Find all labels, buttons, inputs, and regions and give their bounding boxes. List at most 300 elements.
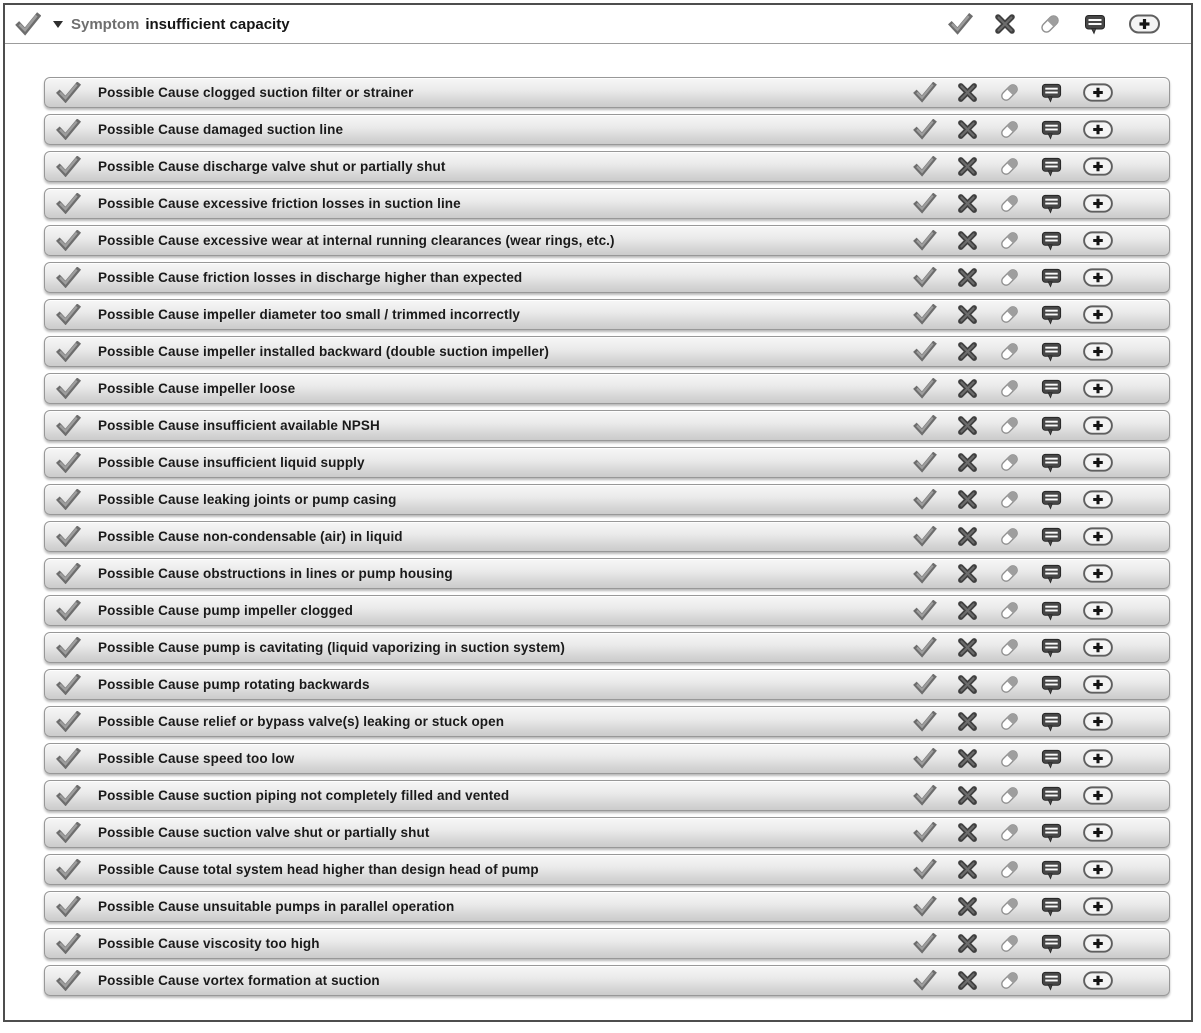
reject-button[interactable] — [955, 969, 979, 993]
comment-icon — [1040, 81, 1063, 104]
reject-button[interactable] — [955, 932, 979, 956]
check-icon[interactable] — [56, 711, 81, 732]
possible-cause-row[interactable] — [44, 558, 1170, 589]
check-icon[interactable] — [56, 156, 81, 177]
reject-button[interactable] — [955, 192, 979, 216]
check-icon — [913, 970, 937, 991]
comment-button[interactable] — [1039, 451, 1063, 475]
eraser-icon — [998, 636, 1021, 659]
possible-cause-label: Possible Cause non-condensable (air) in liquid — [98, 529, 403, 544]
reject-button[interactable] — [992, 11, 1018, 37]
confirm-button[interactable] — [913, 969, 937, 993]
possible-cause-row[interactable] — [44, 151, 1170, 182]
comment-button[interactable] — [1039, 266, 1063, 290]
check-icon — [913, 341, 937, 362]
check-icon[interactable] — [56, 489, 81, 510]
comment-icon — [1040, 229, 1063, 252]
erase-button[interactable] — [997, 895, 1021, 919]
add-icon — [1082, 895, 1114, 918]
eraser-icon — [998, 969, 1021, 992]
check-icon[interactable] — [56, 415, 81, 436]
comment-button[interactable] — [1039, 895, 1063, 919]
add-icon — [1082, 488, 1114, 511]
add-icon — [1082, 266, 1114, 289]
comment-icon — [1040, 821, 1063, 844]
possible-cause-row[interactable] — [44, 336, 1170, 367]
add-button[interactable] — [1081, 414, 1114, 438]
comment-icon — [1040, 340, 1063, 363]
possible-cause-label: Possible Cause obstructions in lines or pump housing — [98, 566, 453, 581]
check-icon[interactable] — [56, 526, 81, 547]
row-actions — [913, 562, 1114, 586]
check-icon — [913, 822, 937, 843]
comment-icon — [1040, 673, 1063, 696]
check-icon — [913, 748, 937, 769]
check-icon — [913, 415, 937, 436]
erase-button[interactable] — [997, 192, 1021, 216]
reject-button[interactable] — [955, 118, 979, 142]
reject-button[interactable] — [955, 266, 979, 290]
comment-button[interactable] — [1039, 488, 1063, 512]
check-icon[interactable] — [56, 896, 81, 917]
eraser-icon — [998, 747, 1021, 770]
confirm-button[interactable] — [913, 377, 937, 401]
erase-button[interactable] — [997, 340, 1021, 364]
reject-button[interactable] — [955, 599, 979, 623]
erase-button[interactable] — [997, 525, 1021, 549]
add-button[interactable] — [1081, 229, 1114, 253]
possible-cause-label: Possible Cause impeller installed backward (double suction impeller) — [98, 344, 549, 359]
reject-button[interactable] — [955, 155, 979, 179]
reject-button[interactable] — [955, 784, 979, 808]
erase-button[interactable] — [997, 229, 1021, 253]
confirm-button[interactable] — [913, 340, 937, 364]
eraser-icon — [998, 414, 1021, 437]
comment-button[interactable] — [1039, 821, 1063, 845]
cross-icon — [956, 636, 979, 659]
possible-cause-label: Possible Cause unsuitable pumps in parallel operation — [98, 899, 455, 914]
reject-button[interactable] — [955, 229, 979, 253]
cross-icon — [956, 932, 979, 955]
erase-button[interactable] — [997, 932, 1021, 956]
confirm-button[interactable] — [913, 636, 937, 660]
add-icon — [1082, 747, 1114, 770]
check-icon — [913, 526, 937, 547]
comment-button[interactable] — [1039, 562, 1063, 586]
erase-button[interactable] — [997, 118, 1021, 142]
comment-icon — [1040, 303, 1063, 326]
add-button[interactable] — [1127, 11, 1161, 37]
erase-button[interactable] — [997, 377, 1021, 401]
possible-cause-row[interactable] — [44, 595, 1170, 626]
possible-cause-row[interactable] — [44, 114, 1170, 145]
erase-button[interactable] — [997, 784, 1021, 808]
reject-button[interactable] — [955, 710, 979, 734]
row-actions — [913, 229, 1114, 253]
add-button[interactable] — [1081, 303, 1114, 327]
cross-icon — [956, 266, 979, 289]
add-button[interactable] — [1081, 636, 1114, 660]
add-button[interactable] — [1081, 710, 1114, 734]
comment-icon — [1040, 747, 1063, 770]
erase-button[interactable] — [997, 599, 1021, 623]
possible-cause-label: Possible Cause clogged suction filter or strainer — [98, 85, 414, 100]
possible-cause-label: Possible Cause total system head higher than design head of pump — [98, 862, 539, 877]
eraser-icon — [998, 340, 1021, 363]
check-icon[interactable] — [56, 637, 81, 658]
add-button[interactable] — [1081, 895, 1114, 919]
check-icon — [913, 859, 937, 880]
confirm-button[interactable] — [913, 932, 937, 956]
reject-button[interactable] — [955, 821, 979, 845]
erase-button[interactable] — [997, 673, 1021, 697]
check-icon[interactable] — [56, 674, 81, 695]
comment-icon — [1040, 599, 1063, 622]
check-icon[interactable] — [56, 267, 81, 288]
reject-button[interactable] — [955, 525, 979, 549]
possible-cause-row[interactable] — [44, 669, 1170, 700]
comment-button[interactable] — [1039, 784, 1063, 808]
possible-cause-row[interactable] — [44, 928, 1170, 959]
erase-button[interactable] — [997, 858, 1021, 882]
row-actions — [913, 192, 1114, 216]
check-icon[interactable] — [15, 11, 41, 37]
possible-cause-row[interactable] — [44, 188, 1170, 219]
symptom-header-left — [15, 11, 290, 37]
add-icon — [1082, 858, 1114, 881]
add-button[interactable] — [1081, 673, 1114, 697]
add-button[interactable] — [1081, 488, 1114, 512]
confirm-button[interactable] — [947, 11, 973, 37]
row-actions — [913, 340, 1114, 364]
comment-button[interactable] — [1039, 636, 1063, 660]
erase-button[interactable] — [997, 969, 1021, 993]
add-button[interactable] — [1081, 784, 1114, 808]
comment-button[interactable] — [1039, 969, 1063, 993]
confirm-button[interactable] — [913, 858, 937, 882]
add-button[interactable] — [1081, 932, 1114, 956]
comment-button[interactable] — [1039, 858, 1063, 882]
check-icon[interactable] — [56, 822, 81, 843]
row-actions — [913, 932, 1114, 956]
add-icon — [1082, 969, 1114, 992]
cross-icon — [956, 192, 979, 215]
erase-button[interactable] — [997, 562, 1021, 586]
cross-icon — [956, 488, 979, 511]
add-icon — [1082, 525, 1114, 548]
eraser-icon — [998, 192, 1021, 215]
add-icon — [1082, 451, 1114, 474]
symptom-value: insufficient capacity — [145, 15, 290, 33]
check-icon — [913, 711, 937, 732]
add-button[interactable] — [1081, 118, 1114, 142]
confirm-button[interactable] — [913, 747, 937, 771]
row-actions — [913, 488, 1114, 512]
comment-icon — [1040, 932, 1063, 955]
eraser-icon — [998, 155, 1021, 178]
check-icon — [913, 600, 937, 621]
add-icon — [1082, 81, 1114, 104]
row-actions — [913, 377, 1114, 401]
check-icon[interactable] — [56, 785, 81, 806]
comment-button[interactable] — [1039, 229, 1063, 253]
add-button[interactable] — [1081, 969, 1114, 993]
possible-cause-label: Possible Cause damaged suction line — [98, 122, 344, 137]
add-icon — [1082, 673, 1114, 696]
comment-button[interactable] — [1082, 11, 1108, 37]
comment-button[interactable] — [1039, 340, 1063, 364]
cross-icon — [956, 821, 979, 844]
check-icon[interactable] — [56, 859, 81, 880]
add-button[interactable] — [1081, 451, 1114, 475]
row-actions — [913, 784, 1114, 808]
confirm-button[interactable] — [913, 451, 937, 475]
check-icon[interactable] — [56, 341, 81, 362]
confirm-button[interactable] — [913, 784, 937, 808]
row-actions — [913, 858, 1114, 882]
eraser-icon — [998, 229, 1021, 252]
reject-button[interactable] — [955, 858, 979, 882]
possible-cause-row[interactable] — [44, 262, 1170, 293]
reject-button[interactable] — [955, 562, 979, 586]
add-icon — [1082, 118, 1114, 141]
add-icon — [1082, 821, 1114, 844]
eraser-icon — [998, 821, 1021, 844]
add-icon — [1082, 303, 1114, 326]
comment-button[interactable] — [1039, 192, 1063, 216]
cross-icon — [956, 895, 979, 918]
comment-button[interactable] — [1039, 414, 1063, 438]
symptom-panel — [3, 3, 1193, 1022]
confirm-button[interactable] — [913, 673, 937, 697]
comment-button[interactable] — [1039, 303, 1063, 327]
reject-button[interactable] — [955, 895, 979, 919]
reject-button[interactable] — [955, 451, 979, 475]
erase-button[interactable] — [997, 747, 1021, 771]
cross-icon — [956, 118, 979, 141]
possible-cause-row[interactable] — [44, 373, 1170, 404]
possible-cause-row[interactable] — [44, 743, 1170, 774]
possible-cause-label: Possible Cause suction piping not completely filled and vented — [98, 788, 510, 803]
possible-cause-label: Possible Cause insufficient available NPSH — [98, 418, 380, 433]
confirm-button[interactable] — [913, 821, 937, 845]
confirm-button[interactable] — [913, 562, 937, 586]
reject-button[interactable] — [955, 636, 979, 660]
possible-cause-label: Possible Cause excessive wear at internal running clearances (wear rings, etc.) — [98, 233, 615, 248]
comment-icon — [1040, 562, 1063, 585]
comment-icon — [1040, 118, 1063, 141]
cross-icon — [956, 858, 979, 881]
possible-cause-label: Possible Cause speed too low — [98, 751, 295, 766]
check-icon — [913, 156, 937, 177]
cross-icon — [956, 525, 979, 548]
add-icon — [1082, 229, 1114, 252]
erase-button[interactable] — [997, 81, 1021, 105]
reject-button[interactable] — [955, 377, 979, 401]
check-icon[interactable] — [56, 933, 81, 954]
add-button[interactable] — [1081, 747, 1114, 771]
possible-cause-label: Possible Cause leaking joints or pump casing — [98, 492, 397, 507]
erase-button[interactable] — [997, 303, 1021, 327]
comment-button[interactable] — [1039, 747, 1063, 771]
check-icon — [913, 896, 937, 917]
comment-button[interactable] — [1039, 377, 1063, 401]
comment-button[interactable] — [1039, 118, 1063, 142]
cross-icon — [956, 303, 979, 326]
add-button[interactable] — [1081, 858, 1114, 882]
cross-icon — [956, 599, 979, 622]
erase-button[interactable] — [997, 266, 1021, 290]
possible-cause-label: Possible Cause discharge valve shut or partially shut — [98, 159, 446, 174]
add-button[interactable] — [1081, 562, 1114, 586]
add-button[interactable] — [1081, 525, 1114, 549]
possible-cause-label: Possible Cause friction losses in discharge higher than expected — [98, 270, 523, 285]
check-icon[interactable] — [56, 748, 81, 769]
eraser-icon — [998, 710, 1021, 733]
check-icon[interactable] — [56, 230, 81, 251]
comment-icon — [1040, 451, 1063, 474]
confirm-button[interactable] — [913, 303, 937, 327]
row-actions — [913, 895, 1114, 919]
comment-button[interactable] — [1039, 81, 1063, 105]
add-button[interactable] — [1081, 599, 1114, 623]
erase-button[interactable] — [997, 710, 1021, 734]
add-button[interactable] — [1081, 821, 1114, 845]
reject-button[interactable] — [955, 81, 979, 105]
check-icon — [913, 563, 937, 584]
possible-cause-row[interactable] — [44, 484, 1170, 515]
confirm-button[interactable] — [913, 155, 937, 179]
comment-button[interactable] — [1039, 673, 1063, 697]
add-icon — [1082, 784, 1114, 807]
possible-cause-row[interactable] — [44, 77, 1170, 108]
cross-icon — [956, 710, 979, 733]
possible-cause-row[interactable] — [44, 447, 1170, 478]
confirm-button[interactable] — [913, 118, 937, 142]
add-icon — [1082, 562, 1114, 585]
confirm-button[interactable] — [913, 525, 937, 549]
comment-icon — [1040, 266, 1063, 289]
add-button[interactable] — [1081, 155, 1114, 179]
add-button[interactable] — [1081, 266, 1114, 290]
comment-icon — [1040, 155, 1063, 178]
comment-icon — [1040, 525, 1063, 548]
check-icon — [948, 13, 973, 35]
row-actions — [913, 673, 1114, 697]
add-button[interactable] — [1081, 81, 1114, 105]
erase-button[interactable] — [1037, 11, 1063, 37]
chevron-down-icon[interactable] — [53, 21, 63, 28]
possible-cause-label: Possible Cause vortex formation at suction — [98, 973, 380, 988]
check-icon[interactable] — [56, 970, 81, 991]
check-icon — [913, 674, 937, 695]
possible-cause-row[interactable] — [44, 299, 1170, 330]
possible-cause-label: Possible Cause viscosity too high — [98, 936, 320, 951]
check-icon[interactable] — [56, 304, 81, 325]
check-icon — [913, 119, 937, 140]
check-icon[interactable] — [56, 82, 81, 103]
erase-button[interactable] — [997, 636, 1021, 660]
add-icon — [1082, 155, 1114, 178]
reject-button[interactable] — [955, 747, 979, 771]
comment-button[interactable] — [1039, 155, 1063, 179]
possible-cause-row[interactable] — [44, 817, 1170, 848]
comment-button[interactable] — [1039, 710, 1063, 734]
erase-button[interactable] — [997, 488, 1021, 512]
reject-button[interactable] — [955, 673, 979, 697]
row-actions — [913, 710, 1114, 734]
comment-icon — [1040, 377, 1063, 400]
add-button[interactable] — [1081, 377, 1114, 401]
add-button[interactable] — [1081, 192, 1114, 216]
row-actions — [913, 747, 1114, 771]
cross-icon — [956, 81, 979, 104]
erase-button[interactable] — [997, 821, 1021, 845]
check-icon[interactable] — [56, 452, 81, 473]
possible-cause-row[interactable] — [44, 965, 1170, 996]
check-icon[interactable] — [56, 193, 81, 214]
add-button[interactable] — [1081, 340, 1114, 364]
comment-icon — [1040, 192, 1063, 215]
comment-icon — [1083, 12, 1107, 36]
check-icon — [913, 82, 937, 103]
possible-cause-row[interactable] — [44, 854, 1170, 885]
comment-button[interactable] — [1039, 525, 1063, 549]
check-icon[interactable] — [56, 378, 81, 399]
cross-icon — [956, 562, 979, 585]
cross-icon — [956, 229, 979, 252]
confirm-button[interactable] — [913, 266, 937, 290]
eraser-icon — [1038, 12, 1062, 36]
reject-button[interactable] — [955, 414, 979, 438]
reject-button[interactable] — [955, 303, 979, 327]
confirm-button[interactable] — [913, 710, 937, 734]
comment-button[interactable] — [1039, 599, 1063, 623]
eraser-icon — [998, 562, 1021, 585]
check-icon[interactable] — [56, 600, 81, 621]
confirm-button[interactable] — [913, 895, 937, 919]
comment-button[interactable] — [1039, 932, 1063, 956]
cross-icon — [956, 377, 979, 400]
reject-button[interactable] — [955, 340, 979, 364]
add-icon — [1082, 377, 1114, 400]
possible-cause-row[interactable] — [44, 410, 1170, 441]
erase-button[interactable] — [997, 414, 1021, 438]
check-icon[interactable] — [56, 119, 81, 140]
possible-cause-row[interactable] — [44, 632, 1170, 663]
confirm-button[interactable] — [913, 192, 937, 216]
comment-icon — [1040, 710, 1063, 733]
possible-cause-row[interactable] — [44, 225, 1170, 256]
add-icon — [1082, 932, 1114, 955]
confirm-button[interactable] — [913, 414, 937, 438]
confirm-button[interactable] — [913, 229, 937, 253]
confirm-button[interactable] — [913, 488, 937, 512]
possible-cause-row[interactable] — [44, 706, 1170, 737]
confirm-button[interactable] — [913, 599, 937, 623]
possible-cause-row[interactable] — [44, 891, 1170, 922]
possible-cause-label: Possible Cause relief or bypass valve(s) leaking or stuck open — [98, 714, 505, 729]
check-icon[interactable] — [56, 563, 81, 584]
reject-button[interactable] — [955, 488, 979, 512]
erase-button[interactable] — [997, 451, 1021, 475]
possible-cause-row[interactable] — [44, 780, 1170, 811]
possible-cause-row[interactable] — [44, 521, 1170, 552]
erase-button[interactable] — [997, 155, 1021, 179]
add-icon — [1082, 710, 1114, 733]
confirm-button[interactable] — [913, 81, 937, 105]
eraser-icon — [998, 525, 1021, 548]
